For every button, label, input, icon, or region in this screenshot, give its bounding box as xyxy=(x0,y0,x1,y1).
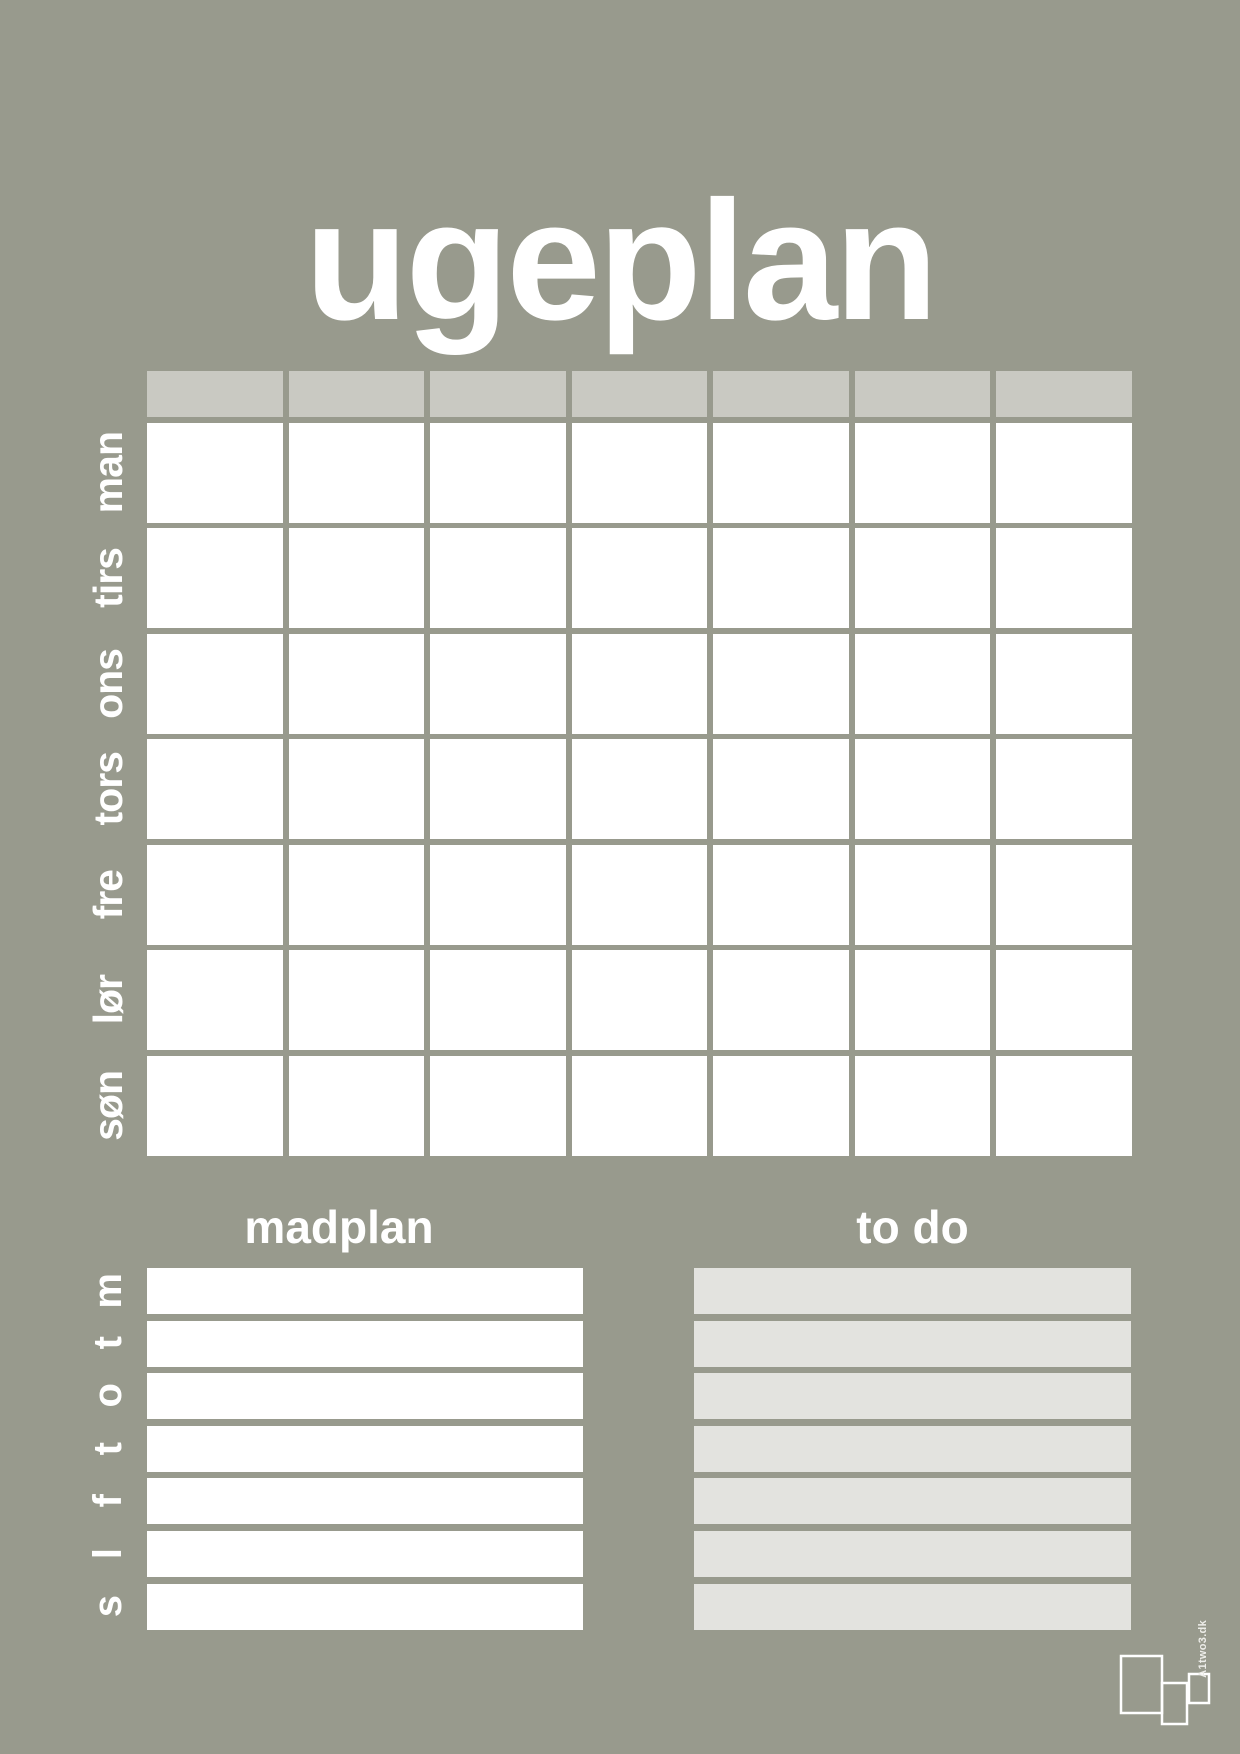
week-grid-cell xyxy=(430,634,566,734)
day-label-text: fre xyxy=(84,869,131,920)
madplan-day-label-text: m xyxy=(86,1273,130,1309)
week-grid-cell xyxy=(572,1056,708,1156)
madplan-day-label-text: l xyxy=(86,1548,130,1560)
madplan-day-label-text: s xyxy=(86,1595,130,1618)
madplan-row xyxy=(147,1373,583,1419)
todo-row xyxy=(694,1531,1131,1577)
week-grid-cell xyxy=(289,528,425,628)
week-grid-cell xyxy=(855,634,991,734)
madplan-rows xyxy=(147,1268,583,1630)
madplan-day-label xyxy=(68,1373,148,1419)
week-grid-cell xyxy=(713,634,849,734)
week-grid-cell xyxy=(289,423,425,523)
brand-watermark: A1two3.dk xyxy=(1197,1620,1209,1678)
week-grid-cell xyxy=(713,528,849,628)
todo-row xyxy=(694,1268,1131,1314)
week-grid-cell xyxy=(147,739,283,839)
madplan-row xyxy=(147,1321,583,1367)
madplan-day-label xyxy=(68,1321,148,1367)
day-label-text: søn xyxy=(84,1070,131,1141)
week-grid-cell xyxy=(430,423,566,523)
week-grid-cell xyxy=(572,528,708,628)
day-label xyxy=(68,950,148,1050)
week-grid-cell xyxy=(147,845,283,945)
week-grid-cell xyxy=(713,423,849,523)
week-grid-cell xyxy=(430,845,566,945)
logo-large-rectangle xyxy=(1121,1656,1162,1713)
week-grid-cell xyxy=(572,950,708,1050)
week-grid-header-cell xyxy=(996,371,1132,417)
madplan-day-label-text: t xyxy=(86,1337,130,1350)
week-grid-cell xyxy=(147,423,283,523)
week-grid-cell xyxy=(147,528,283,628)
week-grid-cell xyxy=(430,739,566,839)
week-grid-cell xyxy=(430,528,566,628)
week-grid-cell xyxy=(289,739,425,839)
week-grid-cell xyxy=(855,739,991,839)
day-label xyxy=(68,739,148,839)
week-grid-cell xyxy=(147,950,283,1050)
week-grid-cell xyxy=(996,634,1132,734)
week-grid-cell xyxy=(147,1056,283,1156)
day-label xyxy=(68,528,148,628)
week-grid-cell xyxy=(713,1056,849,1156)
madplan-day-label-text: t xyxy=(86,1442,130,1455)
week-grid-cell xyxy=(572,423,708,523)
todo-row xyxy=(694,1426,1131,1472)
madplan-day-label xyxy=(68,1268,148,1314)
week-grid-header-cell xyxy=(430,371,566,417)
week-grid-cell xyxy=(996,423,1132,523)
week-grid-cell xyxy=(289,950,425,1050)
week-grid-cell xyxy=(855,950,991,1050)
todo-row xyxy=(694,1373,1131,1419)
week-grid-header-cell xyxy=(289,371,425,417)
week-grid-cell xyxy=(289,845,425,945)
madplan-day-label xyxy=(68,1584,148,1630)
week-grid-header-cell xyxy=(855,371,991,417)
week-grid-cell xyxy=(572,845,708,945)
day-label-text: lør xyxy=(84,975,131,1025)
logo-small-rectangle xyxy=(1189,1674,1209,1703)
week-grid-cell xyxy=(855,845,991,945)
day-label-text: tors xyxy=(84,752,131,826)
madplan-row xyxy=(147,1478,583,1524)
week-grid-cell xyxy=(713,950,849,1050)
todo-row xyxy=(694,1478,1131,1524)
madplan-heading: madplan xyxy=(244,1201,434,1253)
todo-rows xyxy=(694,1268,1131,1630)
madplan-day-label-text: f xyxy=(86,1495,130,1508)
week-grid-cell xyxy=(713,845,849,945)
madplan-day-label xyxy=(68,1478,148,1524)
week-grid-cell xyxy=(855,423,991,523)
todo-row xyxy=(694,1321,1131,1367)
madplan-day-label xyxy=(68,1531,148,1577)
madplan-row xyxy=(147,1584,583,1630)
week-grid-cell xyxy=(996,528,1132,628)
week-grid-header-cell xyxy=(147,371,283,417)
week-grid-cell xyxy=(996,739,1132,839)
week-grid-cell xyxy=(996,950,1132,1050)
week-grid-cell xyxy=(289,634,425,734)
madplan-day-labels xyxy=(68,1268,148,1630)
day-label xyxy=(68,1056,148,1156)
week-grid-cell xyxy=(430,1056,566,1156)
page-title: ugeplan xyxy=(304,166,936,356)
day-labels xyxy=(68,423,148,1156)
day-label-text: man xyxy=(84,431,131,514)
madplan-row xyxy=(147,1531,583,1577)
week-grid-cell xyxy=(855,1056,991,1156)
madplan-row xyxy=(147,1426,583,1472)
day-label-text: ons xyxy=(84,648,131,719)
todo-row xyxy=(694,1584,1131,1630)
week-grid-cell xyxy=(855,528,991,628)
week-grid-header-cell xyxy=(572,371,708,417)
week-grid-header-cell xyxy=(713,371,849,417)
week-grid-cell xyxy=(289,1056,425,1156)
day-label xyxy=(68,634,148,734)
madplan-row xyxy=(147,1268,583,1314)
day-label xyxy=(68,423,148,523)
week-grid xyxy=(147,371,1132,1156)
day-label-text: tirs xyxy=(84,548,131,608)
week-grid-cell xyxy=(713,739,849,839)
week-grid-cell xyxy=(572,634,708,734)
week-grid-cell xyxy=(996,845,1132,945)
week-grid-cell xyxy=(996,1056,1132,1156)
todo-heading: to do xyxy=(856,1201,969,1253)
madplan-day-label xyxy=(68,1426,148,1472)
logo-medium-rectangle xyxy=(1162,1683,1187,1724)
madplan-day-label-text: o xyxy=(86,1384,130,1408)
week-grid-cell xyxy=(147,634,283,734)
week-grid-cell xyxy=(430,950,566,1050)
day-label xyxy=(68,845,148,945)
rectangles-logo-icon xyxy=(1112,1650,1232,1735)
week-grid-cell xyxy=(572,739,708,839)
